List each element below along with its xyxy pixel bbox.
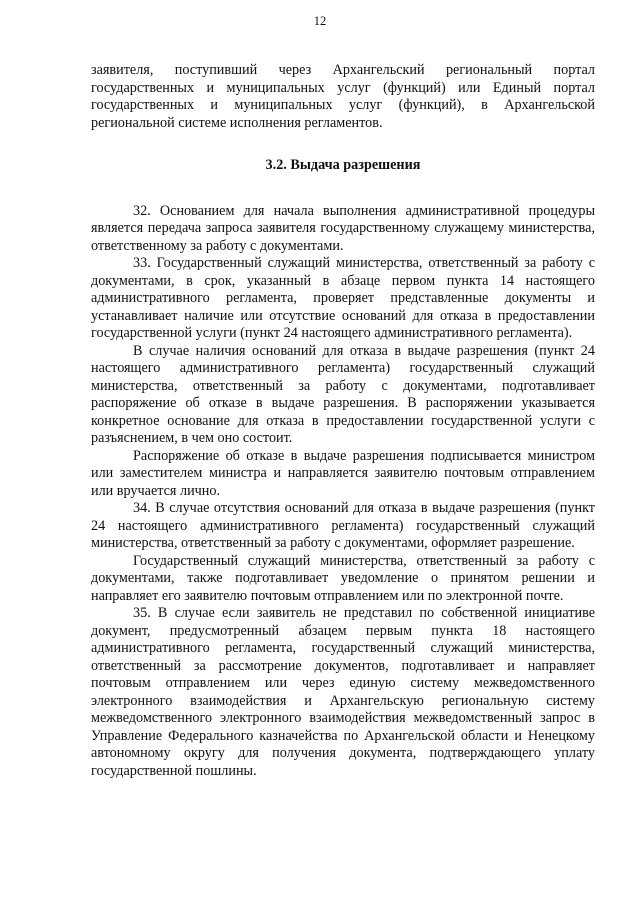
paragraph-33: 33. Государственный служащий министерства, ответственный за работу с документами, в срок, указанный в абзаце первом пункта 14 настоящего административного регламента, проверяет представленные документы и устанавливает наличие или отсутствие оснований для отказа в предоставлении государственной услуги (пункт 24 настоящего административного регламента). bbox=[91, 255, 595, 341]
paragraph-34-notification: Государственный служащий министерства, ответственный за работу с документами, также подготавливает уведомление о принятом решении и направляет его заявителю почтовым отправлением или по электронной почте. bbox=[91, 552, 595, 604]
document-body bbox=[91, 62, 595, 780]
paragraph-intro: заявителя, поступивший через Архангельский региональный портал государственных и муниципальных услуг (функций) или Единый портал государственных и муниципальных услуг (функций), в Архангельской региональной системе исполнения регламентов. bbox=[91, 62, 595, 131]
paragraph-33-signing: Распоряжение об отказе в выдаче разрешения подписывается министром или заместителем министра и направляется заявителю почтовым отправлением или вручается лично. bbox=[91, 447, 595, 499]
paragraph-32: 32. Основанием для начала выполнения административной процедуры является передача запроса заявителя государственному служащему министерства, ответственному за работу с документами. bbox=[91, 202, 595, 254]
paragraph-33-refusal: В случае наличия оснований для отказа в выдаче разрешения (пункт 24 настоящего административного регламента) государственный служащий министерства, ответственный за работу с документами, подготавливает распоряжение об отказе в выдаче разрешения. В распоряжении указывается конкретное основание для отказа в предоставлении государственной услуги с разъяснением, в чем оно состоит. bbox=[91, 342, 595, 446]
paragraph-35: 35. В случае если заявитель не представил по собственной инициативе документ, предусмотренный абзацем первым пункта 18 настоящего административного регламента, государственный служащий министерства, ответственный за рассмотрение документов, подготавливает и направляет почтовым отправлением или через единую систему межведомственного электронного взаимодействия и Архангельскую региональную систему межведомственного электронного взаимодействия межведомственный запрос в Управление Федерального казначейства по Архангельской области и Ненецкому автономному округу для получения документа, подтверждающего уплату государственной пошлины. bbox=[91, 605, 595, 779]
section-heading: 3.2. Выдача разрешения bbox=[265, 157, 421, 173]
page-number: 12 bbox=[313, 14, 327, 28]
paragraph-34: 34. В случае отсутствия оснований для отказа в выдаче разрешения (пункт 24 настоящего административного регламента) государственный служащий министерства, ответственный за работу с документами, оформляет разрешение. bbox=[91, 500, 595, 551]
